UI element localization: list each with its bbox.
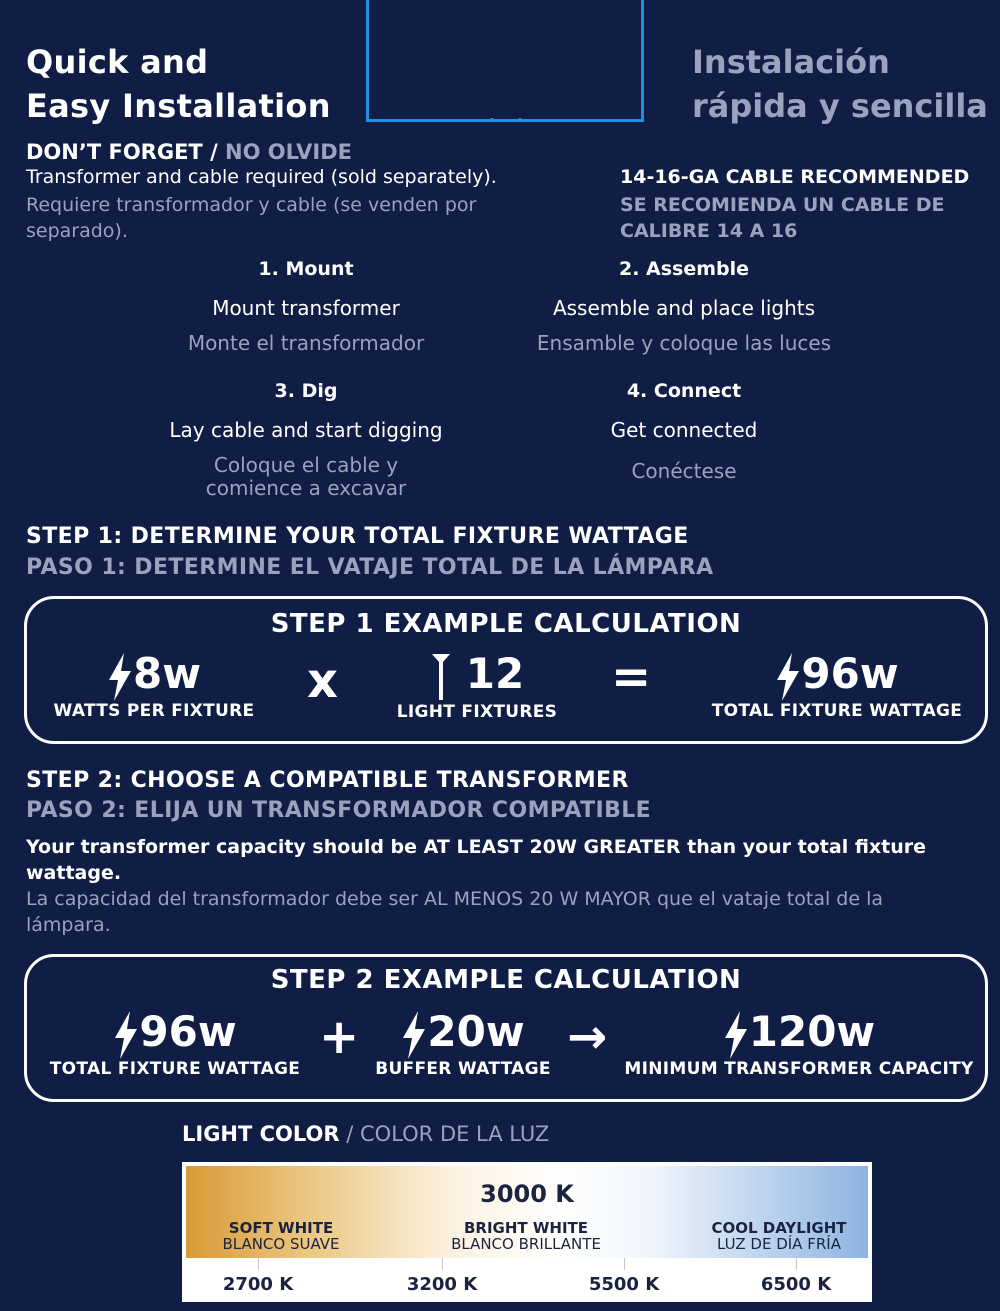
plus-operator: +: [319, 1009, 360, 1065]
step2-heading-es: PASO 2: ELIJA UN TRANSFORMADOR COMPATIBLE: [26, 798, 652, 823]
install-step-assemble: [484, 258, 884, 355]
step-text-en: Assemble and place lights: [552, 296, 816, 320]
band-label-en: SOFT WHITE: [228, 1219, 334, 1237]
title-en-line2: Easy Installation: [26, 87, 331, 125]
step1-light-fixtures: [387, 649, 567, 722]
step2-example-box: [24, 954, 988, 1102]
step1-example-box: [24, 596, 988, 744]
step-heading: 1. Mount: [258, 258, 354, 280]
equals-operator: =: [611, 649, 652, 705]
step1-c-value: 96w: [801, 649, 899, 698]
band-cool-daylight: [686, 1220, 872, 1252]
scale-tick: [258, 1258, 259, 1270]
dont-forget-heading: [26, 140, 352, 164]
step2-b-value: 20w: [427, 1007, 525, 1056]
tick-label-2700k: 2700 K: [222, 1274, 294, 1295]
light-color-en: LIGHT COLOR: [182, 1122, 340, 1146]
step1-a-value: 8w: [132, 649, 202, 698]
step1-b-label: LIGHT FIXTURES: [396, 701, 558, 722]
light-color-es: COLOR DE LA LUZ: [360, 1122, 550, 1146]
band-soft-white: [196, 1220, 366, 1252]
frame-dots: [482, 118, 532, 126]
step-text-es: Ensamble y coloque las luces: [536, 331, 832, 355]
step-heading: 2. Assemble: [618, 258, 750, 280]
cable-recommendation-en: 14-16-GA CABLE RECOMMENDED: [620, 166, 970, 188]
install-step-dig: [106, 380, 506, 500]
dont-forget-separator: /: [210, 140, 218, 164]
step-text-es: Monte el transformador: [187, 331, 425, 355]
install-step-connect: [484, 380, 884, 483]
step1-heading-en: STEP 1: DETERMINE YOUR TOTAL FIXTURE WATTAGE: [26, 524, 689, 549]
band-label-es: BLANCO SUAVE: [222, 1235, 340, 1253]
current-color-temperature: 3000 K: [480, 1180, 574, 1208]
step2-a-label: TOTAL FIXTURE WATTAGE: [49, 1058, 301, 1079]
step-text-en: Lay cable and start digging: [169, 418, 443, 442]
light-fixture-icon: [430, 652, 452, 702]
color-gradient-bar: [186, 1166, 868, 1258]
step1-box-title: STEP 1 EXAMPLE CALCULATION: [270, 609, 742, 639]
band-bright-white: [426, 1220, 626, 1252]
scale-tick: [442, 1258, 443, 1270]
dont-forget-en: DON’T FORGET: [26, 140, 203, 164]
step-text-es: Conéctese: [631, 459, 737, 483]
step1-total-fixture-wattage: [699, 649, 975, 721]
lightning-bolt-icon: [401, 1011, 427, 1059]
step2-minimum-transformer-capacity: [621, 1007, 977, 1079]
step2-c-label: MINIMUM TRANSFORMER CAPACITY: [624, 1058, 974, 1079]
step2-box-title: STEP 2 EXAMPLE CALCULATION: [270, 965, 742, 995]
step2-heading-en: STEP 2: CHOOSE A COMPATIBLE TRANSFORMER: [26, 768, 629, 793]
step-heading: 3. Dig: [274, 380, 338, 402]
lightning-bolt-icon: [775, 653, 801, 701]
title-es-line1: Instalación: [692, 43, 890, 81]
lightning-bolt-icon: [107, 653, 133, 701]
step1-watts-per-fixture: [39, 649, 269, 721]
arrow-right-icon: →: [567, 1009, 608, 1065]
tick-label-3200k: 3200 K: [406, 1274, 478, 1295]
scale-tick: [624, 1258, 625, 1270]
step1-c-label: TOTAL FIXTURE WATTAGE: [711, 700, 963, 721]
step2-b-label: BUFFER WATTAGE: [375, 1058, 551, 1079]
step2-c-value: 120w: [748, 1007, 876, 1056]
light-color-heading: [182, 1122, 549, 1146]
band-label-en: COOL DAYLIGHT: [711, 1219, 847, 1237]
step-heading: 4. Connect: [626, 380, 742, 402]
step-text-es: Coloque el cable y comience a excavar: [205, 453, 407, 500]
step1-a-label: WATTS PER FIXTURE: [53, 700, 255, 721]
install-step-mount: [106, 258, 506, 355]
step1-b-value: 12: [465, 649, 525, 698]
color-temperature-scale: [182, 1162, 872, 1302]
title-en-line1: Quick and: [26, 43, 209, 81]
tick-label-6500k: 6500 K: [760, 1274, 832, 1295]
dont-forget-es: NO OLVIDE: [225, 140, 352, 164]
lightning-bolt-icon: [113, 1011, 139, 1059]
cable-recommendation-es: SE RECOMIENDA UN CABLE DE CALIBRE 14 A 16: [620, 194, 945, 242]
page-title-es: [692, 40, 988, 128]
requirement-text-es: Requiere transformador y cable (se venden por separado).: [26, 194, 477, 242]
product-image-frame: [366, 0, 644, 122]
step2-a-value: 96w: [139, 1007, 237, 1056]
step-text-en: Mount transformer: [212, 296, 400, 320]
scale-tick: [796, 1258, 797, 1270]
step2-buffer-wattage: [363, 1007, 563, 1079]
band-label-es: BLANCO BRILLANTE: [451, 1235, 601, 1253]
band-label-en: BRIGHT WHITE: [463, 1219, 589, 1237]
step2-total-fixture-wattage: [39, 1007, 311, 1079]
step2-description-es: La capacidad del transformador debe ser AL MENOS 20 W MAYOR que el vataje total de la lámpara.: [26, 888, 883, 936]
tick-label-5500k: 5500 K: [588, 1274, 660, 1295]
light-color-separator: /: [339, 1122, 360, 1146]
title-es-line2: rápida y sencilla: [692, 87, 988, 125]
step-text-en: Get connected: [610, 418, 758, 442]
requirement-text-en: Transformer and cable required (sold separately).: [26, 166, 497, 188]
page-title-en: [26, 40, 331, 128]
step1-heading-es: PASO 1: DETERMINE EL VATAJE TOTAL DE LA LÁMPARA: [26, 555, 714, 580]
band-label-es: LUZ DE DÍA FRÍA: [717, 1235, 841, 1253]
lightning-bolt-icon: [723, 1011, 749, 1059]
multiply-operator: x: [307, 653, 338, 709]
step2-description-en: Your transformer capacity should be AT LEAST 20W GREATER than your total fixture wattage.: [26, 836, 927, 884]
